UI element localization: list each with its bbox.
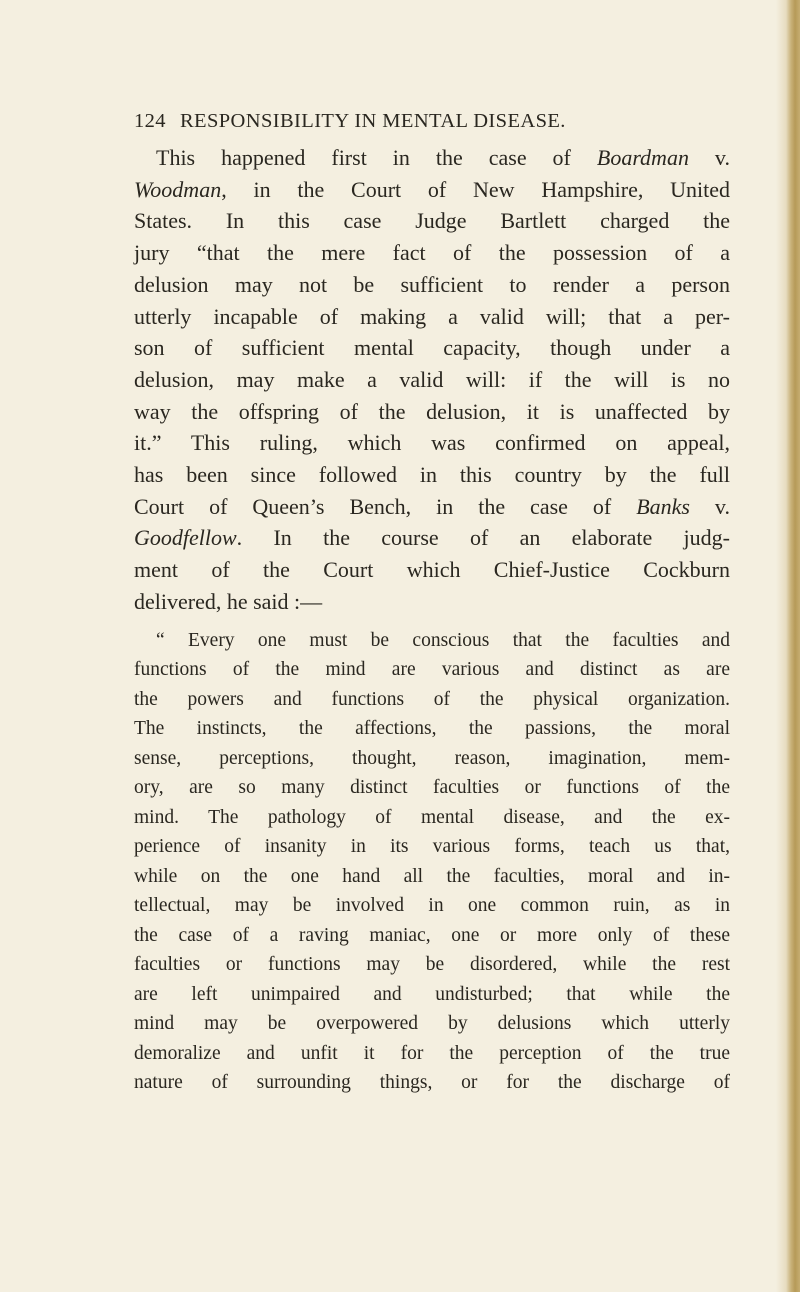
text-line <box>134 332 730 364</box>
text-run: , in the Court of New Hampshire, United <box>221 176 730 202</box>
quote-line: perience of insanity in its various forms, teach us that, <box>134 836 730 858</box>
text-run: States. In this case Judge Bartlett charged the <box>134 208 730 234</box>
text-run: Court of Queen’s Bench, in the case of <box>134 493 637 519</box>
quote-line: mind. The pathology of mental disease, and the ex- <box>134 806 730 828</box>
quote-line: the case of a raving maniac, one or more only of these <box>134 924 730 946</box>
text-line <box>134 427 730 459</box>
text-line <box>134 364 730 396</box>
text-column <box>134 106 730 1098</box>
running-title: RESPONSIBILITY IN MENTAL DISEASE. <box>179 110 566 132</box>
case-name: Banks <box>636 493 690 519</box>
text-line <box>134 142 730 174</box>
text-line <box>134 491 730 523</box>
page-number: 124 <box>134 110 166 132</box>
text-run: jury “that the mere fact of the possession of a <box>134 240 730 266</box>
text-run: utterly incapable of making a valid will; that a per- <box>134 303 730 329</box>
text-line <box>134 586 730 618</box>
text-line <box>134 301 730 333</box>
text-run: v. <box>688 145 731 170</box>
text-run: . In the course of an elaborate judg- <box>236 525 730 551</box>
text-run: way the offspring of the delusion, it is unaffected by <box>134 398 730 424</box>
quote-line: faculties or functions may be disordered, while the rest <box>134 954 730 976</box>
text-run: delusion may not be sufficient to render a person <box>134 271 730 297</box>
case-name: Woodman <box>134 176 222 202</box>
text-run: v. <box>689 493 730 519</box>
text-run: This happened first in the case of <box>156 145 597 170</box>
page-edge-shadow <box>776 0 786 1292</box>
text-run: it.” This ruling, which was confirmed on appeal, <box>134 430 730 456</box>
quotation-paragraph <box>134 626 730 1098</box>
text-line <box>134 205 730 237</box>
text-line <box>134 554 730 586</box>
quote-line: “ Every one must be conscious that the faculties and <box>156 629 730 651</box>
quote-line: while on the one hand all the faculties, moral and in- <box>134 865 730 887</box>
quote-line: sense, perceptions, thought, reason, imagination, mem- <box>134 747 730 769</box>
case-name: Boardman <box>596 145 689 170</box>
quote-line: functions of the mind are various and distinct as are <box>134 659 730 681</box>
quote-line: are left unimpaired and undisturbed; that while the <box>134 983 730 1005</box>
text-run: ment of the Court which Chief-Justice Cockburn <box>134 557 730 583</box>
quote-line: nature of surrounding things, or for the discharge of <box>134 1072 730 1094</box>
quote-line: ory, are so many distinct faculties or functions of the <box>134 777 730 799</box>
quote-line: the powers and functions of the physical organization. <box>134 688 730 710</box>
quote-line: mind may be overpowered by delusions which utterly <box>134 1013 730 1035</box>
text-line <box>134 174 730 206</box>
text-run: has been since followed in this country by the full <box>134 462 730 488</box>
text-line <box>134 269 730 301</box>
text-line <box>134 237 730 269</box>
text-line <box>134 522 730 554</box>
text-run: delusion, may make a valid will: if the will is no <box>134 366 730 392</box>
text-run: son of sufficient mental capacity, though under a <box>134 335 730 361</box>
page-edge <box>786 0 800 1292</box>
text-run: delivered, he said :— <box>134 588 323 614</box>
text-line <box>134 396 730 428</box>
text-line <box>134 459 730 491</box>
quote-line: demoralize and unfit it for the perception of the true <box>134 1042 730 1064</box>
body-paragraph <box>134 142 730 618</box>
case-name: Goodfellow <box>134 525 237 551</box>
quote-line: tellectual, may be involved in one common ruin, as in <box>134 895 730 917</box>
quote-line: The instincts, the affections, the passions, the moral <box>134 718 730 740</box>
running-head <box>134 106 730 136</box>
